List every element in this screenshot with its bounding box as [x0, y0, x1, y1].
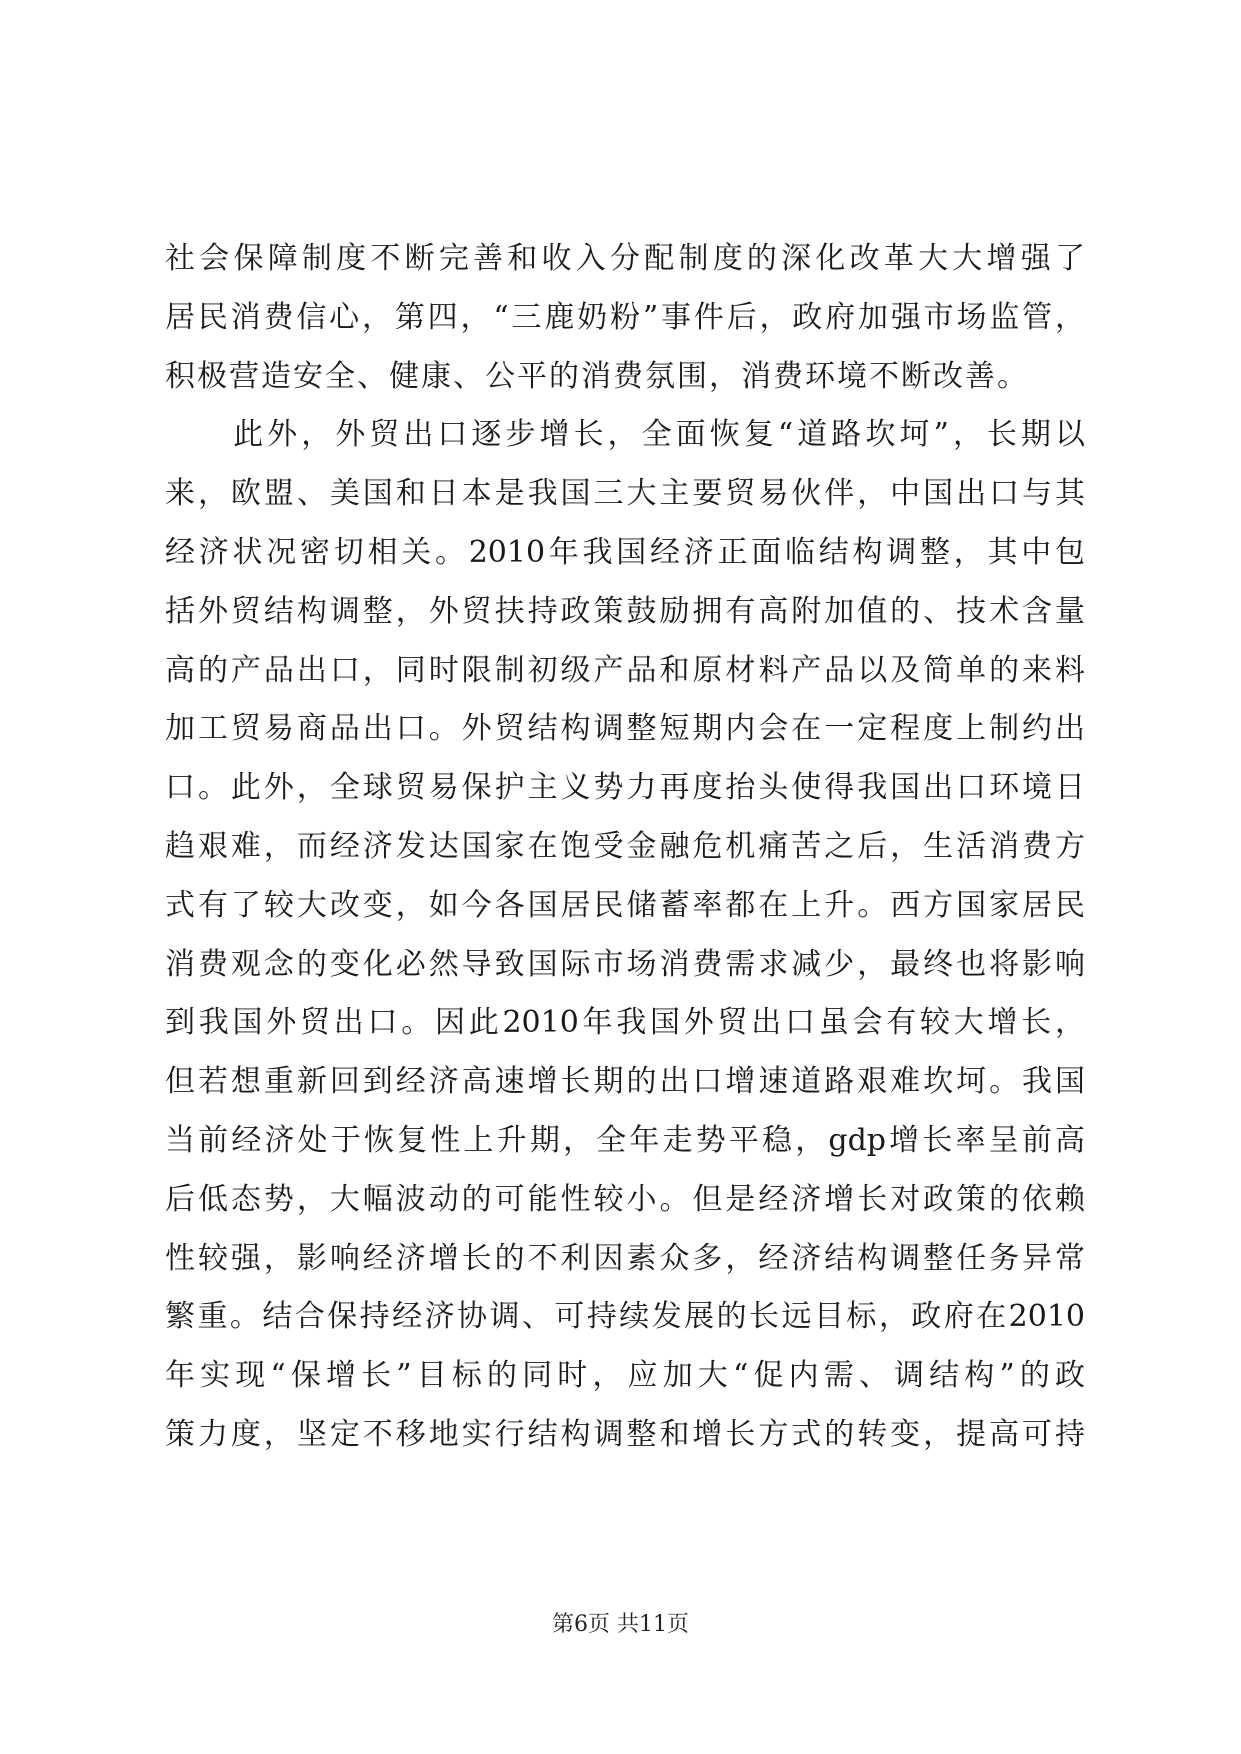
text-line: 来，欧盟、美国和日本是我国三大主要贸易伙伴，中国出口与其 — [165, 476, 1085, 512]
text-line: 式有了较大改变，如今各国居民储蓄率都在上升。西方国家居民 — [165, 887, 1085, 923]
body-text — [165, 230, 1085, 1465]
text-line: 趋艰难，而经济发达国家在饱受金融危机痛苦之后，生活消费方 — [165, 828, 1085, 864]
text-line: 口。此外，全球贸易保护主义势力再度抬头使得我国出口环境日 — [165, 770, 1085, 806]
text-line: 繁重。结合保持经济协调、可持续发展的长远目标，政府在2010 — [165, 1299, 1085, 1335]
text-line: 性较强，影响经济增长的不利因素众多，经济结构调整任务异常 — [165, 1240, 1085, 1276]
text-line: 居民消费信心，第四，“三鹿奶粉”事件后，政府加强市场监管， — [165, 299, 1085, 335]
text-line: 积极营造安全、健康、公平的消费氛围，消费环境不断改善。 — [165, 358, 1029, 394]
text-line: 高的产品出口，同时限制初级产品和原材料产品以及简单的来料 — [165, 652, 1085, 688]
text-line: 经济状况密切相关。2010年我国经济正面临结构调整，其中包 — [165, 534, 1085, 570]
text-line: 年实现“保增长”目标的同时，应加大“促内需、调结构”的政 — [165, 1358, 1085, 1394]
text-line: 策力度，坚定不移地实行结构调整和增长方式的转变，提高可持 — [165, 1416, 1085, 1452]
page-number: 第6页 共11页 — [552, 1612, 689, 1637]
text-line: 消费观念的变化必然导致国际市场消费需求减少，最终也将影响 — [165, 946, 1085, 982]
text-line: 括外贸结构调整，外贸扶持政策鼓励拥有高附加值的、技术含量 — [165, 593, 1085, 629]
text-line: 加工贸易商品出口。外贸结构调整短期内会在一定程度上制约出 — [165, 711, 1085, 747]
text-line: 社会保障制度不断完善和收入分配制度的深化改革大大增强了 — [165, 241, 1085, 276]
paragraph-first-line: 此外，外贸出口逐步增长，全面恢复“道路坎坷”，长期以 — [165, 417, 1085, 453]
text-line: 但若想重新回到经济高速增长期的出口增速道路艰难坎坷。我国 — [165, 1064, 1085, 1100]
text-line: 后低态势，大幅波动的可能性较小。但是经济增长对政策的依赖 — [165, 1181, 1085, 1217]
text-line: 当前经济处于恢复性上升期，全年走势平稳，gdp增长率呈前高 — [165, 1122, 1085, 1158]
page-footer — [0, 1610, 1241, 1640]
text-line: 到我国外贸出口。因此2010年我国外贸出口虽会有较大增长， — [165, 1005, 1085, 1041]
